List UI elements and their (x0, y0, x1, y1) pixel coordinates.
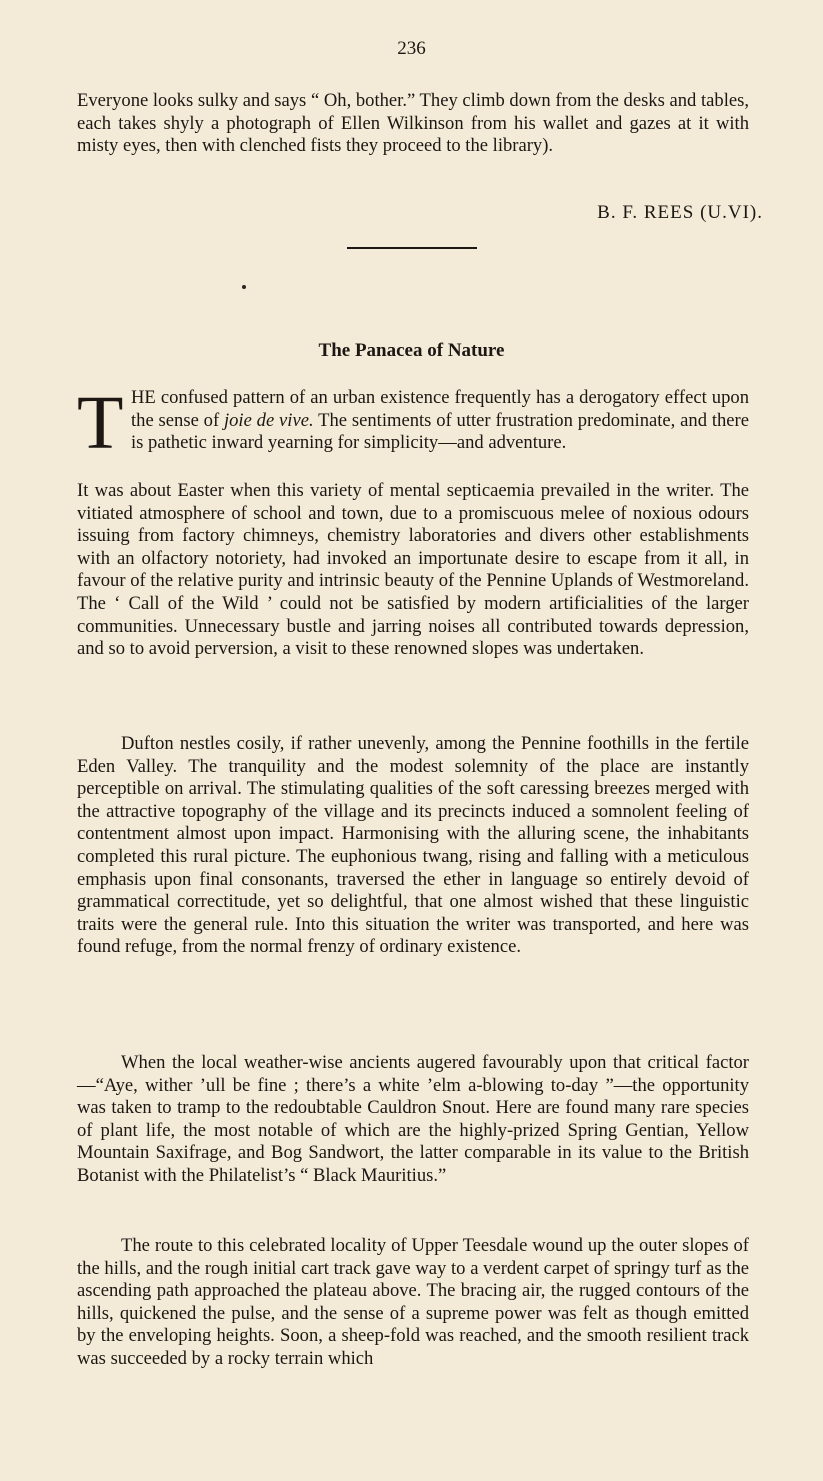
paragraph-4: The route to this celebrated locality of Upper Teesdale wound up the outer slopes of the hills, and the rough initial cart track gave way to a verdent carpet of springy turf as the ascending path approached the plateau above. The bracing air, the rugged contours of the hills, quickened the pulse, and the sense of a supreme power was felt as though emitted by the enveloping heights. Soon, a sheep-fold was reached, and the smooth resilient track was succeeded by a rocky terrain which (77, 1235, 749, 1369)
opening-text-end: The sentiments of utter frustration predominate, and there is pathetic inward yearning for simplicity—and adventure. (131, 409, 749, 454)
opening-text-italic: joie de vive. (223, 409, 314, 431)
author-signature: B. F. REES (U.VI). (597, 202, 763, 223)
page-number: 236 (397, 38, 426, 59)
drop-cap: T (77, 381, 124, 465)
opening-paragraph (77, 381, 749, 465)
intro-paragraph: Everyone looks sulky and says “ Oh, bother.” They climb down from the desks and tables, each takes shyly a photograph of Ellen Wilkinson from his wallet and gazes at it with misty eyes, then with clenched fists they proceed to the library). (77, 90, 749, 157)
paragraph-3: When the local weather-wise ancients augered favourably upon that critical factor—“Aye, wither ’ull be fine ; there’s a white ’elm a-blowing to-day ”—the opportunity was taken to tramp to the redoubtable Cauldron Snout. Here are found many rare species of plant life, the most notable of which are the highly-prized Spring Gentian, Yellow Mountain Saxifrage, and Bog Sandwort, the latter comparable in its value to the British Botanist with the Philatelist’s “ Black Mauritius.” (77, 1052, 749, 1186)
article-title: The Panacea of Nature (318, 340, 505, 361)
opening-text-start: HE confused pattern of an urban existence frequently has a derogatory effect upon the sense of (131, 387, 749, 431)
paragraph-2: Dufton nestles cosily, if rather unevenly, among the Pennine foothills in the fertile Eden Valley. The tranquility and the modest solemnity of the place are instantly perceptible on arrival. The stimulating qualities of the soft caressing breezes merged with the attractive topography of the village and its precincts induced a somnolent feeling of contentment almost upon impact. Harmonising with the alluring scene, the inhabitants completed this rural picture. The euphonious twang, rising and falling with a meticulous emphasis upon final consonants, traversed the ether in language so entirely devoid of grammatical correctitude, yet so delightful, that one almost wished that these linguistic traits were the general rule. Into this situation the writer was transported, and here was found refuge, from the normal frenzy of ordinary existence. (77, 733, 749, 958)
ink-speck (242, 285, 246, 289)
section-divider (347, 247, 477, 249)
paragraph-1-continued: It was about Easter when this variety of mental septicaemia prevailed in the writer. The vitiated atmosphere of school and town, due to a promiscuous melee of noxious odours issuing from factory chimneys, chemistry laboratories and divers other establishments with an olfactory notoriety, had invoked an importunate desire to escape from it all, in favour of the relative purity and intrinsic beauty of the Pennine Uplands of Westmoreland. The ‘ Call of the Wild ’ could not be satisfied by modern artificialities of the larger communities. Unnecessary bustle and jarring noises all contributed towards depression, and so to avoid perversion, a visit to these renowned slopes was undertaken. (77, 480, 749, 660)
opening-text (131, 387, 749, 455)
